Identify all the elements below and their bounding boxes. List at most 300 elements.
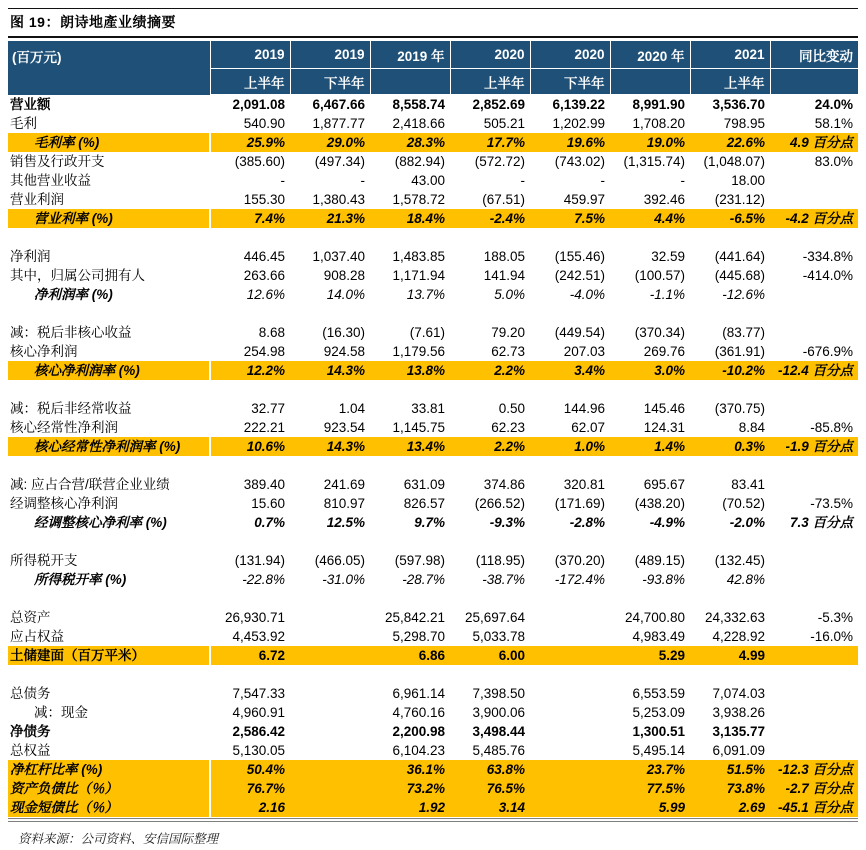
cell: 8.68 [258,325,285,340]
table-row [8,228,858,247]
cell: 631.09 [403,477,445,492]
cell: 13.8% [370,361,450,380]
table-row [8,494,858,513]
spacer-cell [8,456,858,475]
cell: 6,139.22 [552,97,605,112]
cell: 6.00 [450,646,530,665]
cell: (83.77) [722,325,765,340]
cell [530,722,610,741]
cell: 6.72 [210,646,290,665]
row-label: 核心经常性净利润率 (%) [8,437,210,456]
table-row [8,627,858,646]
cell: 25.9% [210,133,290,152]
header-cell-2021h1-year: 2021 [690,41,770,69]
table-row [8,798,858,817]
cell: (449.54) [554,325,605,340]
cell: -93.8% [642,572,685,587]
table-row [8,247,858,266]
cell [770,703,858,722]
cell [770,190,858,209]
cell [290,741,370,760]
cell: 32.59 [651,249,685,264]
cell: 8,991.90 [632,97,685,112]
cell: 0.50 [498,401,525,416]
cell: 42.8% [726,572,765,587]
header-cell-2020fy-half [610,69,690,95]
row-label: 净债务 [10,724,51,739]
cell: -45.1 百分点 [770,798,858,817]
row-label: 总债务 [10,686,51,701]
cell [530,646,610,665]
cell: -31.0% [322,572,365,587]
cell: 6.86 [370,646,450,665]
cell: 6,553.59 [632,686,685,701]
cell: 2.16 [210,798,290,817]
row-label: 其他营业收益 [10,173,91,188]
cell [770,475,858,494]
header-row-years [8,41,858,69]
cell: 25,842.21 [384,610,445,625]
cell: 19.6% [530,133,610,152]
cell: 63.8% [450,760,530,779]
cell: 1.92 [370,798,450,817]
cell: 33.81 [411,401,445,416]
table-row [8,285,858,304]
cell: 26,930.71 [224,610,285,625]
table-row [8,589,858,608]
cell: 76.7% [210,779,290,798]
cell: -414.0% [802,268,853,283]
cell: 2.2% [450,437,530,456]
cell: (370.34) [634,325,685,340]
cell: 7,398.50 [472,686,525,701]
cell [770,171,858,190]
cell: (466.05) [314,553,365,568]
cell: 5.29 [610,646,690,665]
row-label: 净杠杆比率 (%) [8,760,210,779]
cell: (370.20) [554,553,605,568]
cell: 79.20 [491,325,525,340]
row-label: 总权益 [10,743,51,758]
table-row [8,133,858,152]
cell: (118.95) [475,553,525,568]
cell: -2.7 百分点 [770,779,858,798]
row-label: 营业利率 (%) [8,209,210,228]
cell: 924.58 [323,344,365,359]
cell [530,798,610,817]
cell: 908.28 [323,268,365,283]
cell: 2,418.66 [392,116,445,131]
table-row [8,551,858,570]
cell: 14.3% [290,437,370,456]
cell [530,760,610,779]
cell: 269.76 [643,344,685,359]
cell: 5,485.76 [472,743,525,758]
cell [530,741,610,760]
table-row [8,665,858,684]
cell: 9.7% [414,515,445,530]
cell: -2.4% [450,209,530,228]
cell [530,703,610,722]
row-label: 现金短债比（％） [8,798,210,817]
cell: - [280,173,285,188]
cell: -12.6% [722,287,765,302]
cell: 24,700.80 [624,610,685,625]
header-cell-2019h2-year: 2019 [290,41,370,69]
cell: 1,380.43 [312,192,365,207]
row-label: 其中，归属公司拥有人 [10,268,145,283]
row-label: 总资产 [10,610,51,625]
cell: (572.72) [474,154,525,169]
cell: 14.3% [290,361,370,380]
cell: 15.60 [251,496,285,511]
cell: 24,332.63 [704,610,765,625]
cell: (882.94) [394,154,445,169]
unit-label: (百万元) [8,41,210,95]
cell: 695.67 [643,477,685,492]
cell: 5,130.05 [232,743,285,758]
cell: (385.60) [234,154,285,169]
header-cell-2020h2-half: 下半年 [530,69,610,95]
cell: 1,202.99 [552,116,605,131]
cell: -172.4% [554,572,605,587]
cell: 207.03 [563,344,605,359]
cell: 1,171.94 [392,268,445,283]
header-cell-2020fy: 2020 年 [610,41,690,69]
table-row [8,532,858,551]
cell [770,551,858,570]
cell: (16.30) [322,325,365,340]
cell: 2.2% [450,361,530,380]
cell: 28.3% [370,133,450,152]
figure-title-block [8,8,858,38]
cell: 3.4% [530,361,610,380]
cell: 36.1% [370,760,450,779]
cell: (171.69) [554,496,605,511]
cell: 4.4% [610,209,690,228]
table-row [8,475,858,494]
cell: 76.5% [450,779,530,798]
table-row [8,684,858,703]
cell: -1.1% [649,287,685,302]
table-row [8,741,858,760]
cell: 5,298.70 [392,629,445,644]
cell: 4.99 [690,646,770,665]
table-row [8,190,858,209]
cell: - [360,173,365,188]
row-label: 减：税后非经常收益 [10,401,132,416]
cell: -22.8% [242,572,285,587]
cell: (445.68) [714,268,765,283]
cell: 2,586.42 [232,724,285,739]
cell: 5,033.78 [472,629,525,644]
cell: 392.46 [643,192,685,207]
cell: 3,536.70 [712,97,765,112]
cell: 6,091.09 [712,743,765,758]
cell: (438.20) [634,496,685,511]
cell: 7.3 百分点 [789,515,853,530]
table-row [8,95,858,115]
cell: 3.14 [450,798,530,817]
cell: -334.8% [802,249,853,264]
table-header [8,41,858,95]
table-row [8,209,858,228]
cell: (370.75) [714,401,765,416]
cell: 2.69 [690,798,770,817]
cell: (361.91) [714,344,765,359]
header-cell-2020h2-year: 2020 [530,41,610,69]
cell: 58.1% [814,116,853,131]
table-row [8,361,858,380]
row-label: 销售及行政开支 [10,154,105,169]
table-row [8,399,858,418]
cell: -6.5% [690,209,770,228]
table-bottom-rule [8,818,858,822]
cell: -9.3% [489,515,525,530]
header-cell-2019fy: 2019 年 [370,41,450,69]
cell: 50.4% [210,760,290,779]
cell: 1.4% [610,437,690,456]
cell: 798.95 [723,116,765,131]
cell: 141.94 [483,268,525,283]
cell: 144.96 [563,401,605,416]
cell [290,627,370,646]
cell: 124.31 [643,420,685,435]
table-row [8,513,858,532]
cell: 83.0% [814,154,853,169]
cell [530,684,610,703]
header-cell-2019h2-half: 下半年 [290,69,370,95]
cell: 1,037.40 [312,249,365,264]
cell: (489.15) [634,553,685,568]
cell: (132.45) [714,553,765,568]
table-row [8,380,858,399]
cell: 7,547.33 [232,686,285,701]
cell: 12.2% [210,361,290,380]
table-row [8,114,858,133]
cell: -4.0% [569,287,605,302]
cell: 0.3% [690,437,770,456]
cell: 12.6% [246,287,285,302]
cell: 540.90 [243,116,285,131]
cell: 4,760.16 [392,705,445,720]
cell: -85.8% [810,420,853,435]
cell: 2,091.08 [232,97,285,112]
row-label: 所得税开支 [10,553,78,568]
row-label: 毛利 [10,116,37,131]
cell: -676.9% [802,344,853,359]
cell: (1,048.07) [703,154,765,169]
cell: (67.51) [482,192,525,207]
cell [770,570,858,589]
cell: 8,558.74 [392,97,445,112]
cell: 2,200.98 [392,724,445,739]
cell: 8.84 [738,420,765,435]
cell: 43.00 [411,173,445,188]
cell: 10.6% [210,437,290,456]
header-cell-2019h1-year: 2019 [210,41,290,69]
header-cell-2019fy-half [370,69,450,95]
cell [290,646,370,665]
row-label: 经调整核心净利率 (%) [34,515,167,530]
cell: 2,852.69 [472,97,525,112]
table-row [8,703,858,722]
cell [770,684,858,703]
cell: -10.2% [690,361,770,380]
spacer-cell [8,532,858,551]
cell: 24.0% [814,97,853,112]
cell: 12.5% [326,515,365,530]
cell: 17.7% [450,133,530,152]
cell: 5.99 [610,798,690,817]
table-row [8,456,858,475]
spacer-cell [8,380,858,399]
cell: -2.0% [729,515,765,530]
cell: 3,498.44 [472,724,525,739]
cell: 7.4% [210,209,290,228]
cell: -12.3 百分点 [770,760,858,779]
cell: -28.7% [402,572,445,587]
cell: 14.0% [326,287,365,302]
table-row [8,608,858,627]
row-label: 减: 应占合营/联营企业业绩 [10,477,170,492]
cell: 4,960.91 [232,705,285,720]
header-cell-yoy-change: 同比变动 [770,41,858,69]
cell: 3.0% [610,361,690,380]
cell: (100.57) [634,268,685,283]
table-row [8,418,858,437]
row-label: 经调整核心净利润 [10,496,118,511]
cell: 1,179.56 [392,344,445,359]
row-label: 减：税后非核心收益 [10,325,132,340]
cell: -4.9% [649,515,685,530]
cell: -1.9 百分点 [770,437,858,456]
cell: 263.66 [243,268,285,283]
cell: 51.5% [690,760,770,779]
cell: 4,983.49 [632,629,685,644]
table-row [8,646,858,665]
table-row [8,152,858,171]
cell: 374.86 [483,477,525,492]
cell: 18.00 [731,173,765,188]
cell: 6,961.14 [392,686,445,701]
row-label: 减：现金 [34,705,88,720]
cell: 1,708.20 [632,116,685,131]
cell: (1,315.74) [623,154,685,169]
cell: 459.97 [563,192,605,207]
row-label: 所得税开率 (%) [34,572,127,587]
row-label: 核心净利润率 (%) [8,361,210,380]
table-row [8,266,858,285]
cell: 1,300.51 [632,724,685,739]
cell: 4,228.92 [712,629,765,644]
cell: -5.3% [817,610,853,625]
cell: 4.9 百分点 [770,133,858,152]
cell [770,741,858,760]
table-row [8,342,858,361]
cell: 32.77 [251,401,285,416]
row-label: 营业利润 [10,192,64,207]
cell: 25,697.64 [464,610,525,625]
cell [290,760,370,779]
cell: -4.2 百分点 [770,209,858,228]
cell: 77.5% [610,779,690,798]
cell [770,323,858,342]
table-row [8,323,858,342]
spacer-cell [8,304,858,323]
table-row [8,779,858,798]
cell [530,627,610,646]
cell: 1,483.85 [392,249,445,264]
cell: 29.0% [290,133,370,152]
cell [770,646,858,665]
cell: 810.97 [323,496,365,511]
report-page [8,0,858,847]
table-row [8,437,858,456]
cell: 5.0% [494,287,525,302]
cell: (597.98) [394,553,445,568]
source-note: 资料来源：公司资料、安信国际整理 [18,832,219,846]
cell [770,722,858,741]
cell [530,608,610,627]
cell: -2.8% [569,515,605,530]
row-label: 净利润率 (%) [34,287,113,302]
cell: 254.98 [243,344,285,359]
cell: 6,104.23 [392,743,445,758]
table-row [8,171,858,190]
cell: 7,074.03 [712,686,765,701]
header-cell-2020h1-half: 上半年 [450,69,530,95]
table-row [8,760,858,779]
cell: (497.34) [314,154,365,169]
cell: 4,453.92 [232,629,285,644]
cell: 320.81 [563,477,605,492]
cell: 13.7% [406,287,445,302]
figure-title: 图 19：朗诗地產业绩摘要 [10,14,176,30]
cell: (155.46) [554,249,605,264]
cell [530,779,610,798]
cell: 19.0% [610,133,690,152]
row-label: 净利润 [10,249,51,264]
cell: (441.64) [714,249,765,264]
spacer-cell [8,665,858,684]
cell: 0.7% [254,515,285,530]
cell: 446.45 [243,249,285,264]
row-label: 核心净利润 [10,344,78,359]
cell: 5,495.14 [632,743,685,758]
cell: 389.40 [243,477,285,492]
row-label: 土储建面（百万平米） [8,646,210,665]
cell [290,684,370,703]
cell: 1,145.75 [392,420,445,435]
cell: -38.7% [482,572,525,587]
cell [290,798,370,817]
cell: 21.3% [290,209,370,228]
cell: 62.73 [491,344,525,359]
cell: 188.05 [483,249,525,264]
cell: 505.21 [483,116,525,131]
cell: 62.23 [491,420,525,435]
cell: (242.51) [554,268,605,283]
header-cell-2019h1-half: 上半年 [210,69,290,95]
cell: (131.94) [234,553,285,568]
cell [290,703,370,722]
cell: 3,938.26 [712,705,765,720]
cell: -16.0% [810,629,853,644]
cell: 62.07 [571,420,605,435]
cell: 155.30 [243,192,285,207]
cell: (266.52) [474,496,525,511]
